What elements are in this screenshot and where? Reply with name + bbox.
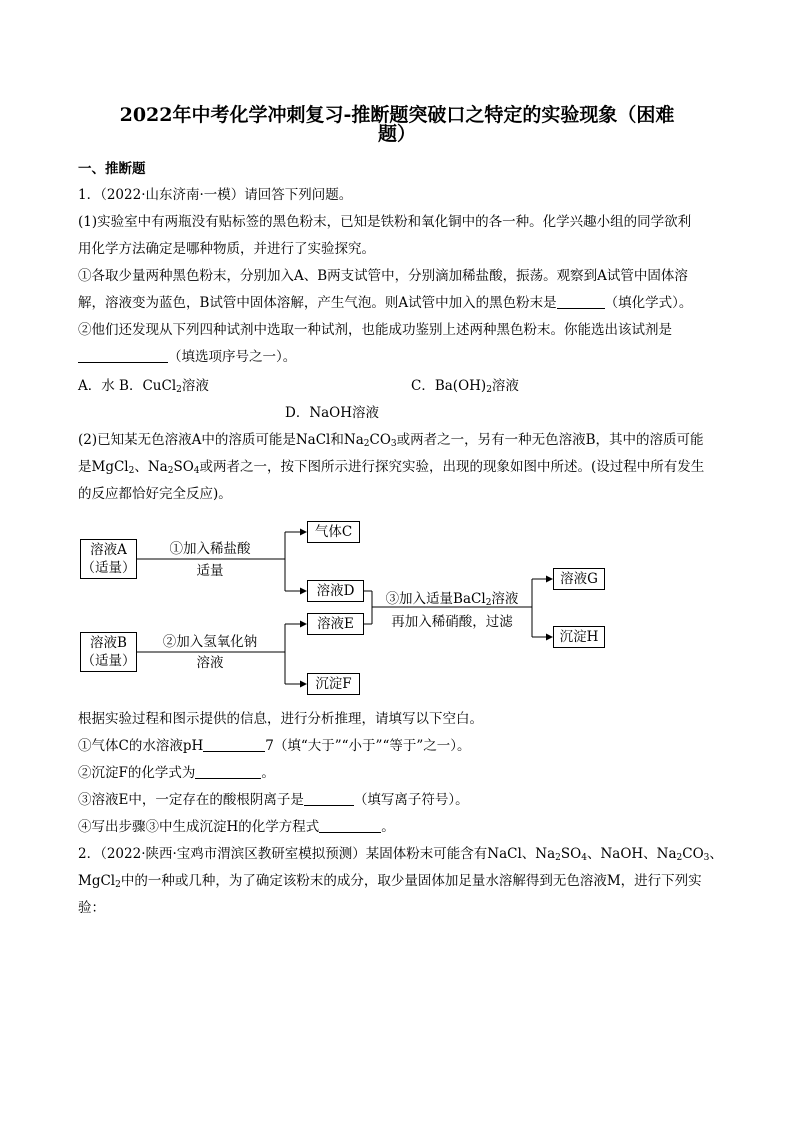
option-b: B．CuCl$_2$溶液: [119, 378, 209, 395]
analysis-intro: 根据实验过程和图示提供的信息，进行分析推理，请填写以下空白。: [78, 711, 483, 727]
q2-line3: 验：: [78, 900, 105, 916]
q2-line2: MgCl$_2$中的一种或几种，为了确定该粉末的成分，取少量固体加足量水溶解得到无色溶液M，进行下列实: [78, 873, 702, 890]
q1-part2-line1: (2)已知某无色溶液A中的溶质可能是NaCl和$Na_2CO_3$或两者之一，另有一种无色溶液B，其中的溶质可能: [78, 432, 704, 449]
answer-blank-6[interactable]: [319, 819, 381, 833]
box-gas-c: 气体C: [307, 521, 360, 543]
box-solution-e: 溶液E: [307, 613, 364, 635]
q1-header: 1．（2022·山东济南·一模）请回答下列问题。: [78, 187, 353, 203]
q1-part1-line1: (1)实验室中有两瓶没有贴标签的黑色粉末，已知是铁粉和氧化铜中的各一种。化学兴趣小组的同学欲利: [78, 214, 692, 230]
q2-line1: 2．（2022·陕西·宝鸡市渭滨区教研室模拟预测）某固体粉末可能含有NaCl、$Na_2SO_4$、NaOH、$Na_2CO_3$、: [78, 846, 723, 863]
q1-step2-hint: （填选项序号之一）。: [168, 349, 297, 365]
step2-sublabel: 溶液: [196, 655, 224, 671]
q1-step1-text: 解，溶液变为蓝色，B试管中固体溶解，产生气泡。则A试管中加入的黑色粉末是: [78, 295, 557, 311]
step1-label: ①加入稀盐酸: [169, 541, 251, 557]
option-a: A．水: [78, 378, 115, 394]
box-precipitate-h: 沉淀H: [553, 626, 605, 648]
page-title: 2022年中考化学冲刺复习-推断题突破口之特定的实验现象（困难: [119, 104, 675, 126]
step2-label: ②加入氢氧化钠: [162, 634, 258, 650]
analysis-q4: ④写出步骤③中生成沉淀H的化学方程式 。: [78, 819, 395, 835]
answer-blank-3[interactable]: [203, 738, 265, 752]
analysis-q2: ②沉淀F的化学式为 。: [78, 765, 275, 781]
q1-step2-line1: ②他们还发现从下列四种试剂中选取一种试剂，也能成功鉴别上述两种黑色粉末。你能选出该试剂是: [78, 322, 672, 338]
step3-label: ③加入适量BaCl$_2$溶液: [385, 591, 519, 608]
box-solution-a: 溶液A （适量）: [80, 539, 137, 579]
arrow-to-precipitate-f: [300, 681, 307, 688]
arrow-to-solution-g: [546, 576, 553, 583]
arrow-to-solution-e: [300, 621, 307, 628]
step1-sublabel: 适量: [196, 563, 224, 579]
option-c: C．$Ba(OH)_2$溶液: [411, 378, 519, 395]
answer-blank-5[interactable]: [304, 792, 354, 806]
box-solution-b: 溶液B （适量）: [80, 632, 137, 672]
step3-sublabel: 再加入稀硝酸，过滤: [391, 614, 513, 630]
analysis-q3: ③溶液E中，一定存在的酸根阴离子是 （填写离子符号）。: [78, 792, 469, 808]
option-d: D．NaOH溶液: [285, 405, 380, 421]
answer-blank-4[interactable]: [195, 765, 261, 779]
arrow-to-precipitate-h: [546, 634, 553, 641]
arrow-to-solution-d: [300, 588, 307, 595]
section-heading: 一、推断题: [78, 161, 146, 177]
q1-step1-hint: （填化学式）。: [604, 295, 693, 311]
arrow-to-gas-c: [300, 529, 307, 536]
analysis-q1: ①气体C的水溶液pH 7（填“大于”“小于”“等于”之一）。: [78, 738, 471, 754]
box-precipitate-f: 沉淀F: [307, 673, 360, 695]
page-title-line2: 题）: [377, 123, 416, 145]
box-solution-g: 溶液G: [553, 568, 605, 590]
q1-step1-line1: ①各取少量两种黑色粉末，分别加入A、B两支试管中，分别滴加稀盐酸，振荡。观察到A试管中固体溶: [78, 268, 688, 284]
q1-part2-line2: 是MgCl$_2$、$Na_2SO_4$或两者之一，按下图所示进行探究实验，出现的现象如图中所述。(设过程中所有发生: [78, 459, 705, 476]
box-solution-d: 溶液D: [307, 580, 364, 602]
q1-part2-line3: 的反应都恰好完全反应)。: [78, 486, 232, 502]
q1-part1-line2: 用化学方法确定是哪种物质，并进行了实验探究。: [78, 241, 375, 257]
